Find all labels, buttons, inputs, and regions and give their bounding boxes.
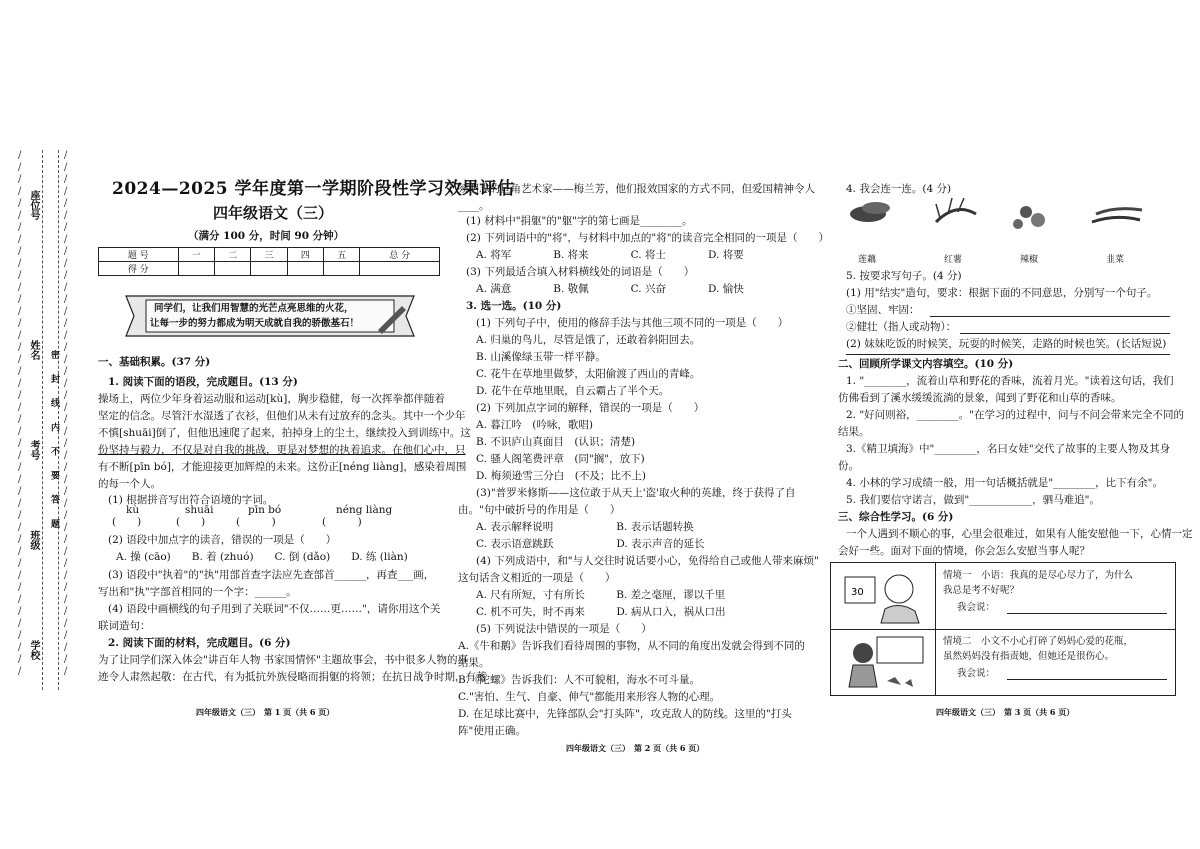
page3-q5b: ①坚固、牢固： — [846, 304, 920, 316]
passage-line-underlined: 份坚持与毅力，不仅是对自我的挑战，更是对梦想的执着追求。在他们心中，只 — [98, 444, 466, 456]
vegetable-label: 莲藕 — [858, 255, 877, 265]
seal-line-notice: 密 封 线 内 不 要 答 题 — [49, 350, 59, 534]
chive-icon — [1092, 209, 1142, 222]
sub-question-4-cont: 联词造句： — [98, 620, 151, 632]
page2-option: A. 归巢的鸟儿，尽管是饿了，还敢着斜阳回去。 — [476, 334, 701, 346]
score-cell[interactable] — [360, 262, 440, 276]
page2-c2: (2) 下列加点字词的解释，错误的一项是（ ） — [476, 402, 705, 414]
score-cell[interactable] — [324, 262, 360, 276]
passage-line: 有不断[pīn bó]，才能迎接更加辉煌的未来。这份正[néng liàng]，感染着周围 — [98, 461, 467, 473]
score-table — [98, 247, 440, 276]
score-header: 三 — [251, 248, 287, 262]
page3-q5c: ②健壮（指人或动物）： — [846, 321, 957, 333]
page2-c3: (3)"普罗米修斯——这位敢于从天上'盗'取火种的英雄，终于获得了自 — [476, 487, 796, 499]
page2-q2: (2) 下列词语中的"将"，与材料中加点的"将"的读音完全相同的一项是（ ） — [466, 232, 830, 244]
scenario-divider — [831, 629, 1175, 630]
sub-question-3: (3) 语段中"执着"的"执"用部首查字法应先查部首______，再查___画， — [108, 569, 435, 581]
score-header: 一 — [178, 248, 214, 262]
answer-bracket[interactable]: ( ) — [322, 516, 362, 528]
answer-bracket[interactable]: ( ) — [112, 516, 142, 528]
exam-subtitle: 四年级语文（三） — [213, 204, 334, 222]
answer-line[interactable] — [930, 316, 1170, 317]
material-line: 为了让同学们深入体会"讲百年人物 书家国情怀"主题故事会，书中很多人物的事 — [98, 654, 468, 666]
page2-option: C. 花牛在草地里做梦，太阳偷渡了西山的青峰。 — [476, 368, 701, 380]
page2-line: 须明志的旦角艺术家——梅兰芳，他们报效国家的方式不同，但爱国精神令人 — [458, 183, 815, 195]
score-cell[interactable] — [251, 262, 287, 276]
class-label: 班级 — [28, 530, 39, 550]
passage-line: 的每一个人。 — [98, 478, 161, 490]
section-3-heading: 三、综合性学习。(6 分) — [838, 511, 954, 523]
sweet-potato-icon — [936, 198, 976, 222]
scroll-banner-graphic — [120, 292, 420, 340]
svg-text:30: 30 — [851, 587, 864, 598]
exam-title: 2024—2025 学年度第一学期阶段性学习效果评估 — [112, 179, 515, 199]
page3-q4: 4. 我会连一连。(4 分) — [846, 183, 952, 195]
passage-line: 不慎[shuāi]倒了，但他迅速爬了起来，拍掉身上的尘土，继续投入到训练中。这 — [98, 427, 471, 439]
page3-q5a: (1) 用"结实"造句，要求：根据下面的不同意思，分别写一个句子。 — [846, 287, 1158, 299]
page3-s1: 一个人遇到不顺心的事，心里会很难过，如果有人能安慰他一下，心情一定 — [846, 528, 1193, 540]
page2-option: C. 表示语意跳跃 D. 表示声音的延长 — [476, 538, 705, 550]
vegetable-label: 红薯 — [944, 255, 963, 265]
vegetable-illustrations — [840, 192, 1170, 242]
slash-column: / / / / / / / / / / / / / / / / / / / / / / / / / / / / / / / / / / / / / / / / / / / / — [64, 150, 68, 677]
page2-option: C. 机不可失，时不再来 D. 病从口入，祸从口出 — [476, 606, 726, 618]
exam-number-label: 考号 — [28, 440, 39, 460]
score-header: 二 — [214, 248, 250, 262]
scenario-2-text: 情境二 小文不小心打碎了妈妈心爱的花瓶， — [943, 636, 1134, 647]
page3-r5: 5. 我们要信守诺言，做到"____________，驷马难追"。 — [846, 494, 1101, 506]
answer-bracket[interactable]: ( ) — [176, 516, 206, 528]
page3-r3b: 份。 — [838, 460, 859, 472]
page3-r1: 1. "________，流着山草和野花的香味，流着月光。"读着这句话，我们 — [846, 375, 1174, 387]
sub-question-1: (1) 根据拼音写出符合语境的字词。 — [108, 494, 274, 506]
motivation-banner — [120, 292, 420, 340]
answer-line[interactable] — [1007, 679, 1167, 680]
seat-number-label: 座位号 — [28, 190, 39, 220]
page2-q2-options: A. 将军 B. 将来 C. 将士 D. 将要 — [476, 249, 744, 261]
passage-line: 操场上，两位少年身着运动服和运动[kù]，胸步稳健，每一次挥拳都伴随着 — [98, 393, 445, 405]
page2-option: D. 在足球比赛中，先锋部队会"打头阵"，攻克敌人的防线。这里的"打头 — [458, 708, 792, 720]
broken-vase-illustration — [837, 633, 929, 691]
answer-line[interactable] — [1007, 613, 1167, 614]
banner-line-1: 同学们，让我们用智慧的光芒点亮思维的火花， — [154, 303, 354, 314]
sub-question-2-options: A. 操 (cāo) B. 着 (zhuó) C. 倒 (dǎo) D. 练 (liàn) — [116, 551, 408, 563]
score-cell[interactable] — [214, 262, 250, 276]
page3-r3: 3.《精卫填海》中"________，名曰女娃"交代了故事的主要人物及其身 — [846, 443, 1171, 455]
scenario-box — [830, 562, 1176, 696]
answer-line[interactable] — [846, 354, 1170, 355]
page-1-footer: 四年级语文（三） 第 1 页（共 6 页） — [196, 707, 335, 717]
slash-column: / / / / / / / / / / / / / / / / / / / / / / / / / / / / / / / / / / / / / / / / / / / / — [18, 150, 22, 677]
page2-option: 阵"使用正确。 — [458, 725, 526, 737]
banner-line-2: 让每一步的努力都成为明天成就自我的骄傲基石！ — [150, 318, 360, 329]
school-label: 学校 — [28, 640, 39, 660]
page3-q5d: (2) 妹妹吃饭的时候笑，玩耍的时候笑，走路的时候也笑。(长话短说) — [846, 338, 1167, 350]
lotus-root-icon — [850, 202, 890, 222]
scenario-1-text: 情境一 小语：我真的是尽心尽力了，为什么 — [943, 570, 1134, 581]
material-line: 迹令人肃然起敬：在古代，有为抵抗外族侵略而捐躯的将领；在抗日战争时期，有蓄 — [98, 671, 487, 683]
binding-strip — [18, 150, 76, 690]
vegetable-label: 辣椒 — [1020, 255, 1039, 265]
page2-option: A. 暮江吟 (吟咏，歌唱) — [476, 419, 593, 431]
score-cell[interactable] — [178, 262, 214, 276]
page3-q5: 5. 按要求写句子。(4 分) — [846, 270, 962, 282]
pinyin-1: kù — [126, 504, 140, 516]
worried-student-illustration — [837, 567, 929, 625]
page3-r2b: 结果。 — [838, 426, 870, 438]
page3-s2: 会好一些。面对下面的情境，你会怎么安慰当事人呢？ — [838, 545, 1090, 557]
page2-option: B.《陀螺》告诉我们：人不可貌相，海水不可斗量。 — [458, 674, 701, 686]
page-2-footer: 四年级语文（三） 第 2 页（共 6 页） — [566, 743, 705, 753]
scenario-2-prompt: 我会说： — [957, 668, 996, 679]
page2-c3-cont: 由。"句中破折号的作用是（ ） — [458, 504, 621, 516]
page2-q1: (1) 材料中"捐躯"的"躯"字的第七画是________。 — [466, 215, 693, 227]
page2-option: C."害怕、生气、自豪、伸气"都能用来形容人物的心理。 — [458, 691, 721, 703]
section-1-heading: 一、基础积累。(37 分) — [98, 356, 211, 368]
answer-bracket[interactable]: ( ) — [236, 516, 276, 528]
page2-option: B. 不识庐山真面目 (认识；清楚) — [476, 436, 636, 448]
pinyin-4: néng liàng — [336, 504, 393, 516]
page2-option: A. 尺有所短，寸有所长 B. 差之毫厘，谬以千里 — [476, 589, 726, 601]
page3-r1b: 仿佛看到了溪水缓缓流淌的景象，闻到了野花和山草的香味。 — [838, 392, 1122, 404]
score-header: 题 号 — [99, 248, 179, 262]
score-header: 总 分 — [360, 248, 440, 262]
section-2-heading: 二、回顾所学课文内容填空。(10 分) — [838, 358, 1014, 370]
page2-option: A. 表示解释说明 B. 表示话题转换 — [476, 521, 694, 533]
question-2-heading: 2. 阅读下面的材料，完成题目。(6 分) — [108, 637, 291, 649]
page2-c4: (4) 下列成语中，和"与人交往时说话要小心，免得给自己或他人带来麻烦" — [476, 555, 819, 567]
page2-c5: (5) 下列说法中错误的一项是（ ） — [476, 623, 652, 635]
page2-q3-options: A. 满意 B. 敬佩 C. 兴奋 D. 愉快 — [476, 283, 744, 295]
passage-line: 坚定的信念。尽管汗水湿透了衣衫，但他们从未有过放弃的念头。其中一个少年 — [98, 410, 466, 422]
exam-meta: （满分 100 分，时间 90 分钟） — [188, 230, 345, 242]
score-cell[interactable] — [287, 262, 323, 276]
pinyin-2: shuāi — [185, 504, 214, 516]
sub-question-3-cont: 写出和"执"字部首相同的一个字：______。 — [98, 586, 297, 598]
page-3-footer: 四年级语文（三） 第 3 页（共 6 页） — [936, 707, 1075, 717]
page2-option: 结果。 — [458, 657, 490, 669]
scenario-1-text: 我总是考不好呢？ — [943, 585, 1020, 596]
page2-option: B. 山溪像绿玉带一样平静。 — [476, 351, 606, 363]
scenario-1-prompt: 我会说： — [957, 602, 996, 613]
page2-question-3-heading: 3. 选一选。(10 分) — [466, 300, 562, 312]
chili-pepper-icon — [1013, 206, 1045, 229]
page2-line: ____。 — [458, 200, 490, 212]
answer-line[interactable] — [960, 333, 1170, 334]
page2-c4-cont: 这句话含义相近的一项是（ ） — [458, 572, 616, 584]
sub-question-2: (2) 语段中加点字的读音，错误的一项是（ ） — [108, 534, 337, 546]
seal-dashed-line — [42, 150, 43, 690]
score-header: 五 — [324, 248, 360, 262]
name-label: 姓名 — [28, 340, 39, 360]
vegetable-label: 韭菜 — [1106, 255, 1125, 265]
page3-r2: 2. "好问则裕，________。"在学习的过程中，问与不问会带来完全不同的 — [846, 409, 1185, 421]
page2-option: C. 骚人阁笔费评章 (同"搁"，放下) — [476, 453, 645, 465]
page2-c1: (1) 下列句子中，使用的修辞手法与其他三项不同的一项是（ ） — [476, 317, 789, 329]
page2-option: D. 梅须逊雪三分白 (不及；比不上) — [476, 470, 646, 482]
score-row-label: 得 分 — [99, 262, 179, 276]
sub-question-4: (4) 语段中画横线的句子用到了关联词"不仅……更……"，请你用这个关 — [108, 603, 441, 615]
scenario-2-text: 虽然妈妈没有指责她，但她还是很伤心。 — [943, 651, 1115, 662]
page2-option: D. 花牛在草地里眠，自云霸占了半个天。 — [476, 385, 670, 397]
score-header: 四 — [287, 248, 323, 262]
question-1-heading: 1. 阅读下面的语段，完成题目。(13 分) — [108, 376, 298, 388]
pinyin-3: pīn bó — [248, 504, 282, 516]
page2-q3: (3) 下列最适合填入材料横线处的词语是（ ） — [466, 266, 695, 278]
page2-option: A.《牛和鹅》告诉我们看待周围的事物，从不同的角度出发就会得到不同的 — [458, 640, 805, 652]
page3-r4: 4. 小林的学习成绩一般，用一句话概括就是"________，比下有余"。 — [846, 477, 1164, 489]
